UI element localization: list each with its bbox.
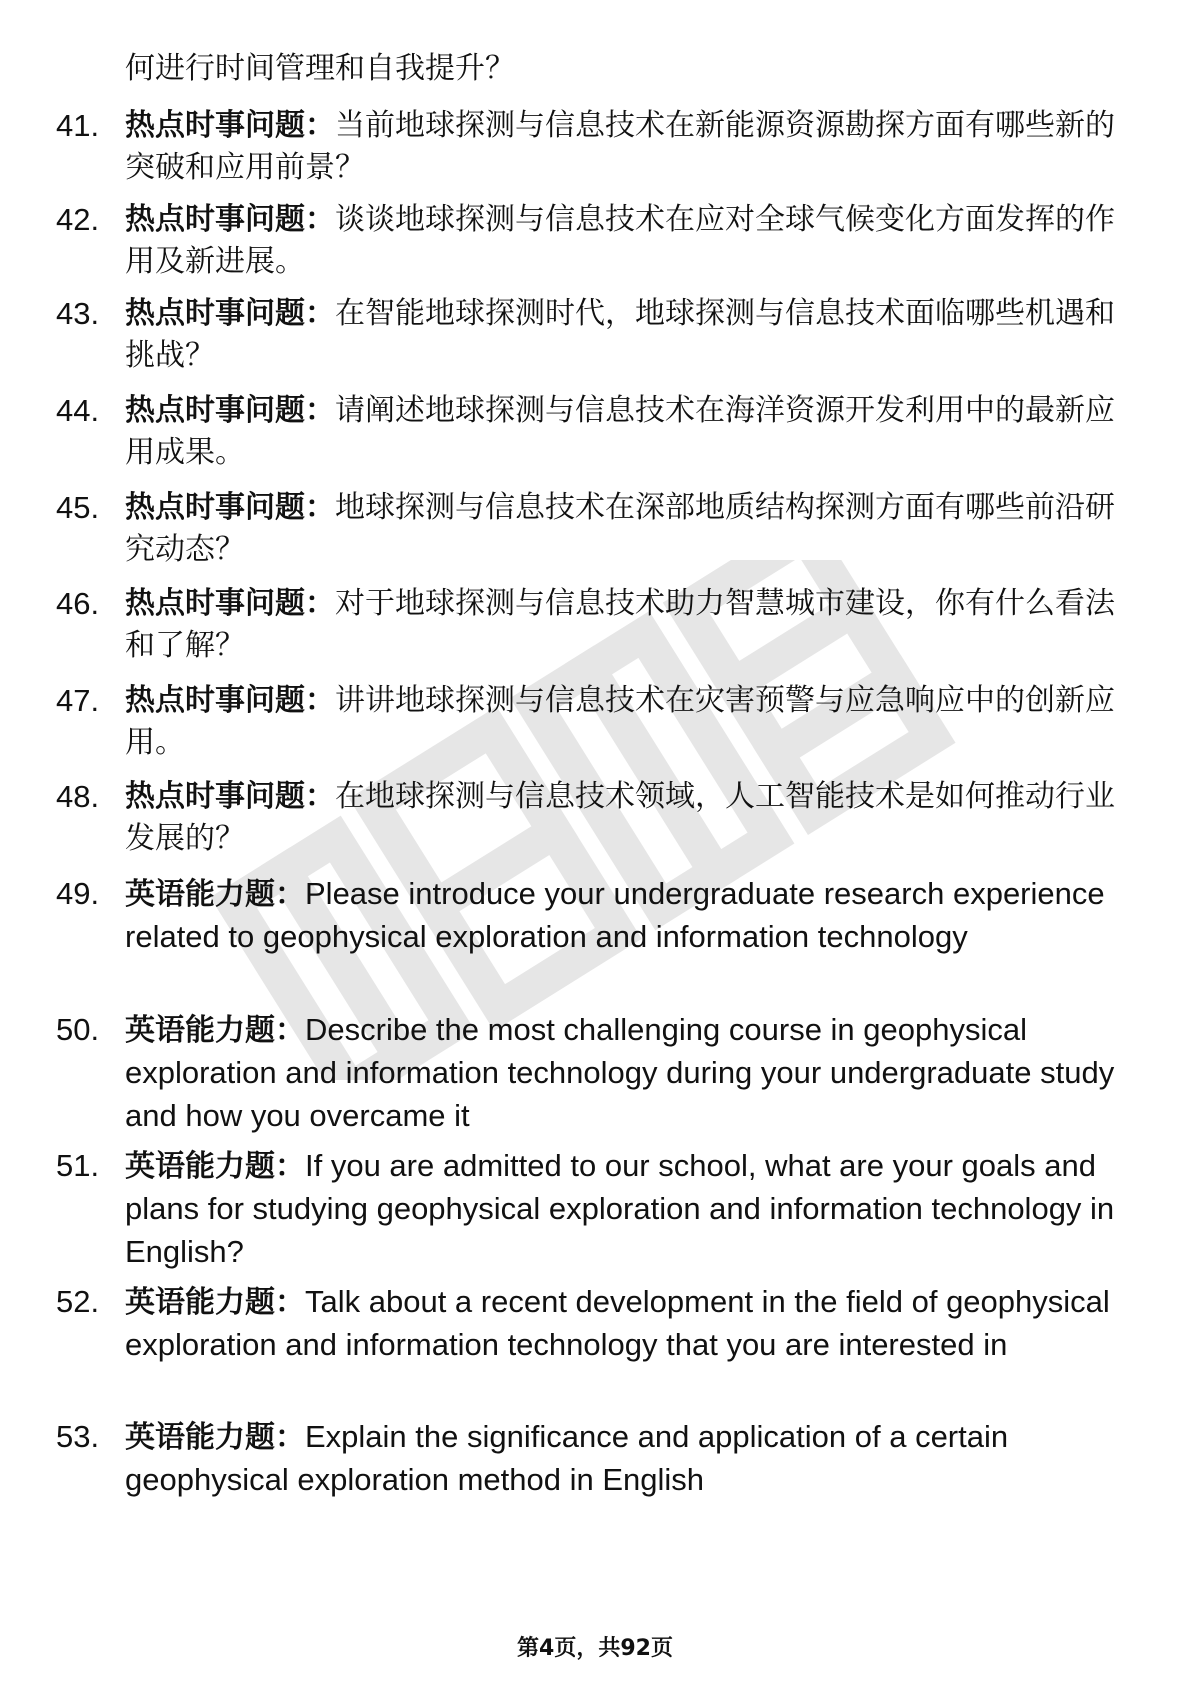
question-category: 英语能力题： [125,1285,305,1320]
question-text: Talk about a recent development in the field of geophysical exploration and information technology that you are interested in [125,1284,1110,1362]
question-number: 51. [56,1148,100,1183]
question-category: 英语能力题： [125,1420,305,1455]
question-category: 热点时事问题： [125,683,335,718]
question-body [125,583,1115,667]
question-number: 53. [56,1419,100,1454]
question-text: 在地球探测与信息技术领域，人工智能技术是如何推动行业发展的？ [125,779,1115,856]
question-body [125,1145,1115,1274]
question-category: 热点时事问题： [125,779,335,814]
question-body [125,487,1115,571]
question-body [125,105,1115,189]
question-text: 在智能地球探测时代，地球探测与信息技术面临哪些机遇和挑战？ [125,296,1115,373]
question-category: 英语能力题： [125,877,305,912]
question-number: 42. [56,202,100,237]
question-category: 英语能力题： [125,1013,305,1048]
question-category: 热点时事问题： [125,490,335,525]
question-body [125,390,1115,474]
question-category: 英语能力题： [125,1149,305,1184]
question-number: 50. [56,1012,100,1047]
question-number: 47. [56,683,100,718]
question-text: 地球探测与信息技术在深部地质结构探测方面有哪些前沿研究动态？ [125,490,1115,567]
question-text: 请阐述地球探测与信息技术在海洋资源开发利用中的最新应用成果。 [125,393,1115,470]
question-category: 热点时事问题： [125,393,335,428]
question-body [125,680,1115,764]
question-number: 48. [56,779,100,814]
question-number: 43. [56,296,100,331]
question-number: 45. [56,490,100,525]
question-text: Please introduce your undergraduate research experience related to geophysical exploration and information technology [125,876,1105,954]
question-number: 41. [56,108,100,143]
question-body [125,1009,1115,1138]
continued-question-text: 何进行时间管理和自我提升？ [125,51,515,86]
question-category: 热点时事问题： [125,296,335,331]
question-text: 对于地球探测与信息技术助力智慧城市建设，你有什么看法和了解？ [125,586,1115,663]
question-body [125,1416,1115,1502]
question-body [125,873,1115,959]
question-category: 热点时事问题： [125,202,335,237]
page-number-footer: 第4页，共92页 [517,1636,673,1661]
question-number: 46. [56,586,100,621]
question-text: Describe the most challenging course in geophysical exploration and information technology during your undergraduate study and how you overcame it [125,1012,1115,1133]
question-body [125,199,1115,283]
question-text: 谈谈地球探测与信息技术在应对全球气候变化方面发挥的作用及新进展。 [125,202,1115,279]
question-body [125,1281,1115,1367]
question-category: 热点时事问题： [125,108,335,143]
question-number: 49. [56,876,100,911]
question-text: 讲讲地球探测与信息技术在灾害预警与应急响应中的创新应用。 [125,683,1115,760]
question-text: If you are admitted to our school, what are your goals and plans for studying geophysical exploration and information technology in English? [125,1148,1115,1269]
question-text: Explain the significance and application of a certain geophysical exploration method in English [125,1419,1009,1497]
question-number: 44. [56,393,100,428]
question-number: 52. [56,1284,100,1319]
question-body [125,293,1115,377]
question-body [125,776,1115,860]
question-category: 热点时事问题： [125,586,335,621]
question-text: 当前地球探测与信息技术在新能源资源勘探方面有哪些新的突破和应用前景？ [125,108,1115,185]
